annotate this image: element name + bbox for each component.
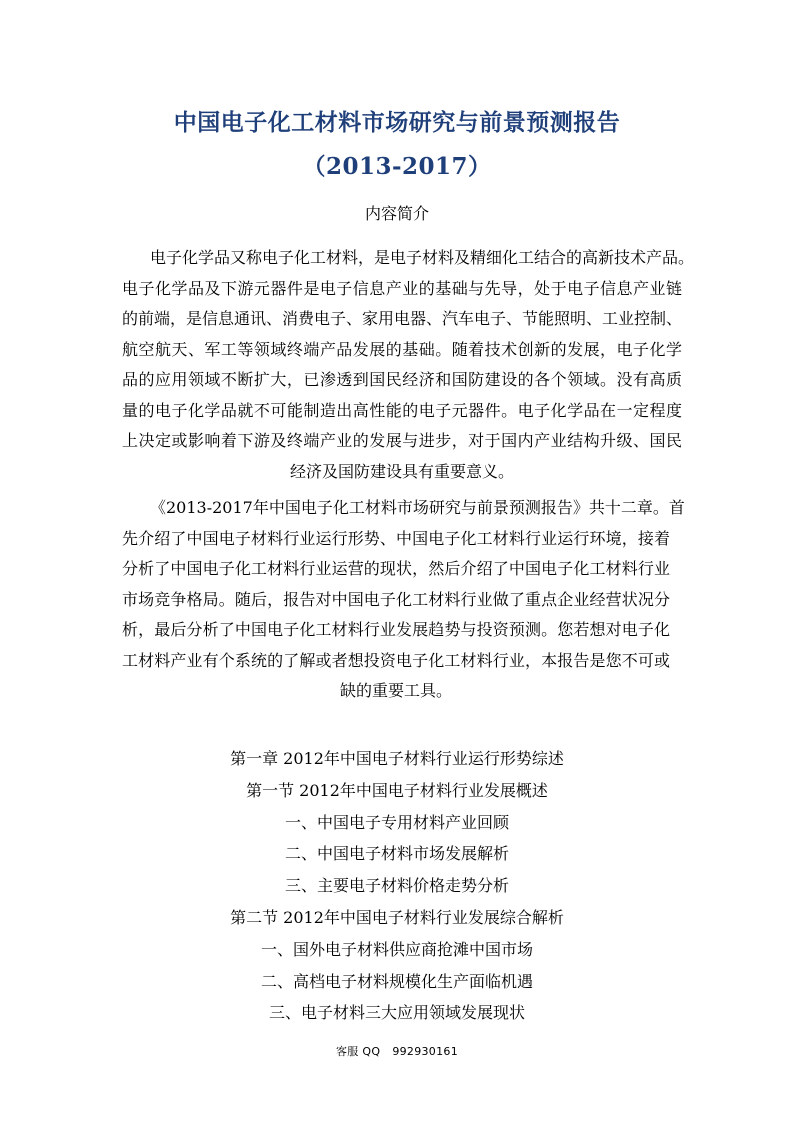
paragraph-line: 先介绍了中国电子材料行业运行形势、中国电子化工材料行业运行环境，接着 xyxy=(122,528,670,548)
paragraph-line: 缺的重要工具。 xyxy=(339,681,452,700)
intro-paragraph-1 xyxy=(122,243,695,487)
toc-section: 第一节 2012年中国电子材料行业发展概述 xyxy=(246,780,548,800)
section-heading: 内容简介 xyxy=(364,204,429,223)
paragraph-line: 经济及国防建设具有重要意义。 xyxy=(289,461,514,481)
toc-subsection: 二、中国电子材料市场发展解析 xyxy=(284,844,509,864)
toc-section: 第二节 2012年中国电子材料行业发展综合解析 xyxy=(230,907,564,927)
document-title: 中国电子化工材料市场研究与前景预测报告 xyxy=(173,109,621,136)
paragraph-line: 品的应用领域不断扩大，已渗透到国民经济和国防建设的各个领域。没有高质 xyxy=(122,370,682,389)
toc-subsection: 一、国外电子材料供应商抢滩中国市场 xyxy=(260,939,533,959)
page-footer xyxy=(0,1043,794,1059)
paragraph-line: 电子化学品又称电子化工材料，是电子材料及精细化工结合的高新技术产品。 xyxy=(150,248,695,267)
footer-qq-number: 992930161 xyxy=(392,1045,458,1058)
table-of-contents xyxy=(0,743,794,1029)
toc-subsection: 三、主要电子材料价格走势分析 xyxy=(284,876,509,896)
toc-chapter: 第一章 2012年中国电子材料行业运行形势综述 xyxy=(230,749,564,768)
paragraph-line: 的前端，是信息通讯、消费电子、家用电器、汽车电子、节能照明、工业控制、 xyxy=(122,309,683,328)
document-title-years: （2013-2017） xyxy=(302,153,492,180)
toc-subsection: 一、中国电子专用材料产业回顾 xyxy=(284,812,509,832)
paragraph-line: 航空航天、军工等领域终端产品发展的基础。随着技术创新的发展，电子化学 xyxy=(122,339,682,359)
paragraph-line: 析，最后分析了中国电子化工材料行业发展趋势与投资预测。您若想对电子化 xyxy=(122,620,670,639)
paragraph-line: 上决定或影响着下游及终端产业的发展与进步，对于国内产业结构升级、国民 xyxy=(122,431,682,450)
paragraph-line: 市场竞争格局。随后，报告对中国电子化工材料行业做了重点企业经营状况分 xyxy=(122,589,670,609)
footer-contact-label: 客服 QQ xyxy=(335,1045,381,1058)
paragraph-line: 量的电子化学品就不可能制造出高性能的电子元器件。电子化学品在一定程度 xyxy=(122,400,682,420)
paragraph-line: 工材料产业有个系统的了解或者想投资电子化工材料行业，本报告是您不可或 xyxy=(122,650,670,670)
toc-subsection: 二、高档电子材料规模化生产面临机遇 xyxy=(260,971,533,991)
toc-subsection: 三、电子材料三大应用领域发展现状 xyxy=(268,1003,525,1023)
paragraph-line: 《2013-2017年中国电子化工材料市场研究与前景预测报告》共十二章。首 xyxy=(150,498,685,517)
paragraph-line: 电子化学品及下游元器件是电子信息产业的基础与先导，处于电子信息产业链 xyxy=(122,278,682,298)
intro-paragraph-2 xyxy=(122,493,685,707)
paragraph-line: 分析了中国电子化工材料行业运营的现状，然后介绍了中国电子化工材料行业 xyxy=(122,559,670,578)
